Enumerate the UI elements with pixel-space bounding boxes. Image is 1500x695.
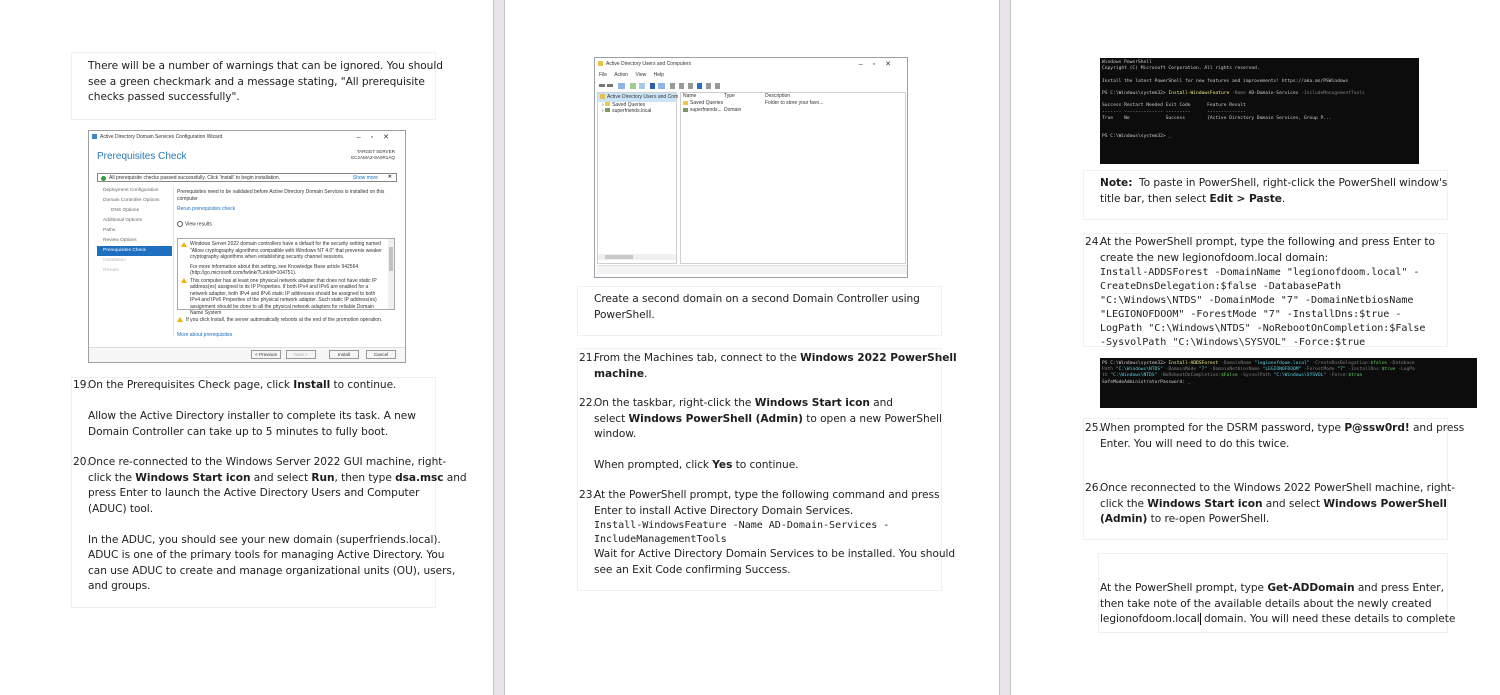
text-line: When prompted for the DSRM password, type P@ssw0rd! and press bbox=[1100, 422, 1465, 434]
result-text: This computer has at least one physical network adapter that does not have static IP address(es) assigned to its IP Properties. If both IPv4 and IPv6 are enabled for a network adapter, both IPv4 and IPv6 static IP addresses should be assigned to both IPv4 and IPv6 Properties of the physical network adapter. Such static IP address(es) assignment should be done to all the physical network adapters for reliable Domain Name System bbox=[190, 277, 377, 316]
folder-icon bbox=[605, 102, 610, 106]
col-description[interactable]: Description bbox=[765, 93, 791, 99]
step-21 bbox=[594, 351, 957, 382]
target-server bbox=[351, 149, 395, 161]
terminal-line: Windows PowerShell bbox=[1102, 60, 1152, 65]
domain-icon bbox=[605, 108, 610, 112]
nav-dns[interactable]: DNS Options bbox=[111, 208, 139, 213]
code-line: Install-WindowsFeature -Name AD-Domain-Services - bbox=[594, 520, 890, 531]
target-label: TARGET SERVER bbox=[356, 149, 395, 154]
step-19 bbox=[88, 378, 416, 440]
note-text: To paste in PowerShell, right-click the PowerShell window's bbox=[1139, 177, 1448, 189]
tree-root[interactable] bbox=[598, 93, 679, 102]
tree-h-scrollbar[interactable] bbox=[598, 254, 676, 260]
step-number: 23. bbox=[579, 489, 596, 501]
step-number: 26. bbox=[1085, 482, 1102, 494]
aduc-status-bar bbox=[597, 265, 907, 274]
toolbar-icon[interactable] bbox=[706, 83, 711, 89]
tree-saved-queries[interactable]: › Saved Queries bbox=[602, 101, 646, 108]
toolbar-icon[interactable] bbox=[639, 83, 645, 89]
reboot-warning-text: If you click Install, the server automatically reboots at the end of the promotion operation. bbox=[186, 317, 383, 323]
text-line: machine. bbox=[594, 367, 648, 380]
step-number: 19. bbox=[73, 379, 90, 391]
step-22 bbox=[594, 396, 942, 474]
tree-label: superfriends.local bbox=[612, 108, 652, 114]
step-26 bbox=[1100, 481, 1455, 528]
text-span: legionofdoom.local bbox=[1100, 613, 1200, 625]
warning-icon bbox=[177, 317, 183, 322]
row-type: Domain bbox=[724, 107, 742, 113]
results-scrollbar[interactable] bbox=[388, 239, 394, 309]
tree-label: Active Directory Users and Com bbox=[607, 94, 679, 100]
text-line: PowerShell. bbox=[594, 308, 655, 321]
text-line bbox=[1100, 581, 1455, 597]
code-line: Install-ADDSForest -DomainName "legionofdoom.local" - bbox=[1100, 267, 1420, 278]
text-line: Once reconnected to the Windows 2022 PowerShell machine, right- bbox=[1100, 482, 1456, 494]
text-line: Create a second domain on a second Domain Controller using bbox=[594, 293, 920, 305]
step-23 bbox=[594, 488, 955, 578]
toolbar-icon[interactable] bbox=[658, 83, 665, 89]
nav-paths[interactable]: Paths bbox=[103, 228, 116, 233]
list-row[interactable] bbox=[681, 107, 905, 114]
step-number: 22. bbox=[579, 397, 596, 409]
step-24 bbox=[1100, 235, 1435, 350]
view-results-toggle[interactable] bbox=[177, 221, 399, 228]
wizard-nav bbox=[97, 186, 172, 276]
aduc-root-icon bbox=[600, 94, 605, 99]
filter-icon[interactable] bbox=[697, 83, 702, 89]
note bbox=[1100, 176, 1447, 207]
target-name: EC2AMAZ-9A0R1AQ bbox=[351, 155, 395, 160]
tree-label: Saved Queries bbox=[612, 101, 646, 108]
col-type[interactable]: Type bbox=[724, 93, 735, 99]
view-results-label: View results bbox=[185, 220, 212, 227]
document-page-1 bbox=[0, 0, 493, 695]
list-row[interactable] bbox=[681, 100, 905, 107]
tree-domain[interactable]: › superfriends.local bbox=[602, 108, 652, 114]
step-number: 21. bbox=[579, 352, 596, 364]
document-page-2 bbox=[506, 0, 999, 695]
code-line: LogPath "C:\Windows\NTDS" -NoRebootOnCompletion:$False bbox=[1100, 323, 1426, 334]
help-icon[interactable] bbox=[650, 83, 655, 89]
intro-text bbox=[88, 59, 443, 106]
text-line: click the Windows Start icon and select Run, then type dsa.msc and bbox=[88, 471, 467, 484]
terminal-line: Copyright (C) Microsoft Corporation. All rights reserved. bbox=[1102, 66, 1260, 72]
note-label: Note: bbox=[1100, 177, 1133, 189]
aduc-toolbar bbox=[598, 82, 748, 90]
text-line: At the PowerShell prompt, type the following and press Enter to bbox=[1100, 236, 1435, 248]
nav-review[interactable]: Review Options bbox=[103, 238, 137, 243]
reboot-warning bbox=[177, 317, 382, 324]
nav-additional[interactable]: Additional Options bbox=[103, 218, 142, 223]
text-line: When prompted, click Yes to continue. bbox=[594, 459, 799, 471]
page-gutter bbox=[493, 0, 505, 695]
text-line bbox=[1100, 612, 1455, 628]
terminal-line: True No Success {Active Directory Domain Services, Group P... bbox=[1102, 115, 1332, 121]
text-line: Once re-connected to the Windows Server 2022 GUI machine, right- bbox=[88, 456, 447, 468]
text-line: There will be a number of warnings that can be ignored. You should bbox=[88, 60, 443, 72]
window-controls[interactable]: –▫✕ bbox=[858, 61, 901, 68]
toolbar-icon[interactable] bbox=[715, 83, 720, 89]
terminal-line: Path "C:\Windows\NTDS" -DomainMode "7" -DomainNetbiosName "LEGIONOFDOOM" -ForestMode "7" -InstallDns:$true -LogPa bbox=[1102, 367, 1415, 373]
wizard-footer bbox=[89, 347, 405, 362]
show-more-link[interactable]: Show more bbox=[352, 175, 378, 181]
results-list[interactable] bbox=[177, 238, 395, 316]
ad-ds-app-icon bbox=[92, 134, 97, 139]
wizard-body bbox=[177, 189, 399, 227]
text-line: Wait for Active Directory Domain Services to be installed. You should bbox=[594, 548, 956, 560]
nav-installation: Installation bbox=[103, 258, 126, 263]
text-line: can use ADUC to create and manage organizational units (OU), users, bbox=[88, 564, 456, 577]
rerun-link[interactable]: Rerun prerequisites check bbox=[177, 206, 236, 212]
text-line: create the new legionofdoom.local domain: bbox=[1100, 251, 1329, 264]
menu-view[interactable]: View bbox=[635, 72, 647, 78]
section-intro bbox=[594, 292, 920, 323]
aduc-app-icon bbox=[598, 61, 603, 66]
toolbar-icon[interactable] bbox=[618, 83, 625, 89]
terminal-line: ------- -------------- --------- -------------- bbox=[1102, 109, 1246, 115]
body-text: Prerequisites need to be validated before Active Directory Domain Services is installed on this computer bbox=[177, 189, 385, 202]
code-line: "LEGIONOFDOOM" -ForestMode "7" -InstallDns:$true - bbox=[1100, 309, 1402, 320]
text-line: see a green checkmark and a message stating, "All prerequisite bbox=[88, 75, 425, 88]
text-line: see an Exit Code confirming Success. bbox=[594, 563, 791, 576]
aduc-tree-pane bbox=[597, 92, 677, 264]
aduc-menu bbox=[599, 72, 664, 79]
forward-icon[interactable] bbox=[607, 84, 613, 87]
terminal-line: PS C:\Windows\system32> _ bbox=[1102, 134, 1172, 140]
folder-icon bbox=[683, 101, 688, 105]
text-line: Allow the Active Directory installer to complete its task. A new bbox=[88, 410, 416, 422]
warning-icon bbox=[181, 242, 187, 247]
previous-button[interactable]: < Previous bbox=[251, 350, 281, 359]
text-line: title bar, then select Edit > Paste. bbox=[1100, 192, 1286, 205]
collapse-icon bbox=[177, 221, 183, 227]
col-name[interactable]: Name bbox=[683, 93, 697, 99]
text-line: Enter. You will need to do this twice. bbox=[1100, 437, 1290, 450]
row-name: superfriends... bbox=[690, 107, 722, 113]
menu-help[interactable]: Help bbox=[653, 72, 664, 78]
text-span: domain. You will need these details to complete bbox=[1200, 613, 1456, 625]
text-line: Domain Controller can take up to 5 minutes to fully boot. bbox=[88, 425, 389, 438]
step-number: 20. bbox=[73, 456, 90, 468]
banner-text: All prerequisite checks passed successfully. Click 'Install' to begin installation. bbox=[109, 175, 281, 181]
text-line: Enter to install Active Directory Domain Services. bbox=[594, 504, 854, 517]
text-line: On the taskbar, right-click the Windows Start icon and bbox=[594, 397, 893, 409]
step-20 bbox=[88, 455, 467, 595]
menu-action[interactable]: Action bbox=[614, 72, 629, 78]
aduc-list-pane bbox=[680, 92, 906, 264]
code-line: CreateDnsDelegation:$false -DatabasePath bbox=[1100, 281, 1342, 292]
text-line: On the Prerequisites Check page, click Install to continue. bbox=[88, 379, 397, 391]
step-25 bbox=[1100, 421, 1464, 452]
text-line: From the Machines tab, connect to the Windows 2022 PowerShell bbox=[594, 352, 957, 364]
install-button[interactable]: Install bbox=[329, 350, 359, 359]
code-line: -SysvolPath "C:\Windows\SYSVOL" -Force:$true bbox=[1100, 337, 1366, 348]
nav-deployment[interactable]: Deployment Configuration bbox=[103, 188, 159, 193]
text-line: At the PowerShell prompt, type the following command and press bbox=[594, 489, 940, 501]
aduc-title: Active Directory Users and Computers bbox=[606, 61, 692, 67]
powershell-screenshot-1 bbox=[1100, 58, 1419, 164]
terminal-line: Success Restart Needed Exit Code Feature Result bbox=[1102, 103, 1246, 109]
aduc-screenshot bbox=[594, 57, 908, 278]
text-line: (Admin) to re-open PowerShell. bbox=[1100, 513, 1270, 525]
terminal-line: th "C:\Windows\NTDS" -NoRebootOnCompletion:$False -SysvolPath "C:\Windows\SYSVOL" -Force:$true bbox=[1102, 373, 1363, 379]
text-line: checks passed successfully". bbox=[88, 91, 240, 103]
terminal-line: Install the latest PowerShell for new features and improvements! https://aka.ms/PSWindows bbox=[1102, 78, 1349, 84]
text-line: window. bbox=[594, 428, 637, 440]
more-about-prereq-link[interactable]: More about prerequisites bbox=[177, 332, 233, 338]
terminal-line: PS C:\Windows\system32> Install-ADDSForest -DomainName "legionofdoom.local" -CreateDnsDelegation:$false -Database bbox=[1102, 361, 1415, 366]
text-span: At the PowerShell prompt, type bbox=[1100, 582, 1268, 594]
step-number: 25. bbox=[1085, 422, 1102, 434]
final-paragraph[interactable] bbox=[1100, 581, 1455, 628]
text-line: press Enter to launch the Active Directory Users and Computer bbox=[88, 487, 420, 499]
back-icon[interactable] bbox=[599, 84, 605, 87]
next-button: Next > bbox=[286, 350, 316, 359]
nav-dc-options[interactable]: Domain Controller Options bbox=[103, 198, 160, 203]
wizard-title: Active Directory Domain Services Configuration Wizard bbox=[100, 134, 223, 140]
text-line: In the ADUC, you should see your new domain (superfriends.local). bbox=[88, 533, 441, 546]
wizard-heading: Prerequisites Check bbox=[97, 151, 187, 162]
text-line bbox=[1100, 176, 1447, 192]
text-line: (ADUC) tool. bbox=[88, 502, 154, 515]
warning-icon bbox=[181, 278, 187, 283]
text-span: and press Enter, bbox=[1354, 582, 1444, 594]
row-description: Folder to store your favo... bbox=[765, 100, 824, 106]
code-line: IncludeManagementTools bbox=[594, 534, 727, 545]
text-line: and groups. bbox=[88, 580, 151, 592]
menu-file[interactable]: File bbox=[599, 72, 608, 78]
cancel-button[interactable]: Cancel bbox=[366, 350, 396, 359]
window-controls[interactable]: –▫✕ bbox=[356, 134, 399, 141]
success-banner bbox=[97, 173, 397, 182]
result-text: For more information about this setting, see Knowledge Base article 942564 (http://go.microsoft.com/fwlink/?LinkId=104751). bbox=[190, 263, 359, 276]
document-page-3 bbox=[1012, 0, 1500, 695]
close-icon[interactable]: ✕ bbox=[387, 174, 392, 180]
text-line: ADUC is one of the primary tools for managing Active Directory. You bbox=[88, 549, 445, 561]
terminal-line: PS C:\Windows\system32> Install-WindowsFeature -Name AD-Domain-Services -IncludeManagementTools bbox=[1102, 91, 1365, 97]
step-number: 24. bbox=[1085, 236, 1102, 248]
text-line: click the Windows Start icon and select Windows PowerShell bbox=[1100, 497, 1447, 510]
powershell-screenshot-2 bbox=[1100, 358, 1477, 408]
text-line: select Windows PowerShell (Admin) to open a new PowerShell bbox=[594, 412, 942, 425]
page-gutter bbox=[999, 0, 1011, 695]
ad-ds-wizard-screenshot bbox=[88, 130, 406, 363]
terminal-line: SafeModeAdministratorPassword: _ bbox=[1102, 379, 1191, 385]
list-header bbox=[681, 93, 905, 100]
text-line: then take note of the available details about the newly created bbox=[1100, 597, 1432, 610]
result-text: Windows Server 2022 domain controllers have a default for the security setting named "Allow cryptography algorithms compatible with Windows NT 4.0" that prevents weaker cryptography algorithms when establishing security channel sessions. bbox=[190, 241, 382, 260]
domain-icon bbox=[683, 108, 688, 112]
green-check-icon bbox=[101, 176, 106, 181]
nav-prereq[interactable]: Prerequisites Check bbox=[97, 246, 172, 256]
toolbar-icon[interactable] bbox=[679, 83, 684, 89]
toolbar-icon[interactable] bbox=[630, 83, 636, 89]
nav-results: Results bbox=[103, 268, 119, 273]
toolbar-icon[interactable] bbox=[670, 83, 675, 89]
row-name: Saved Queries bbox=[690, 100, 724, 106]
toolbar-icon[interactable] bbox=[688, 83, 693, 89]
code-line: "C:\Windows\NTDS" -DomainMode "7" -DomainNetbiosName bbox=[1100, 295, 1414, 306]
command-name: Get-ADDomain bbox=[1267, 582, 1355, 594]
